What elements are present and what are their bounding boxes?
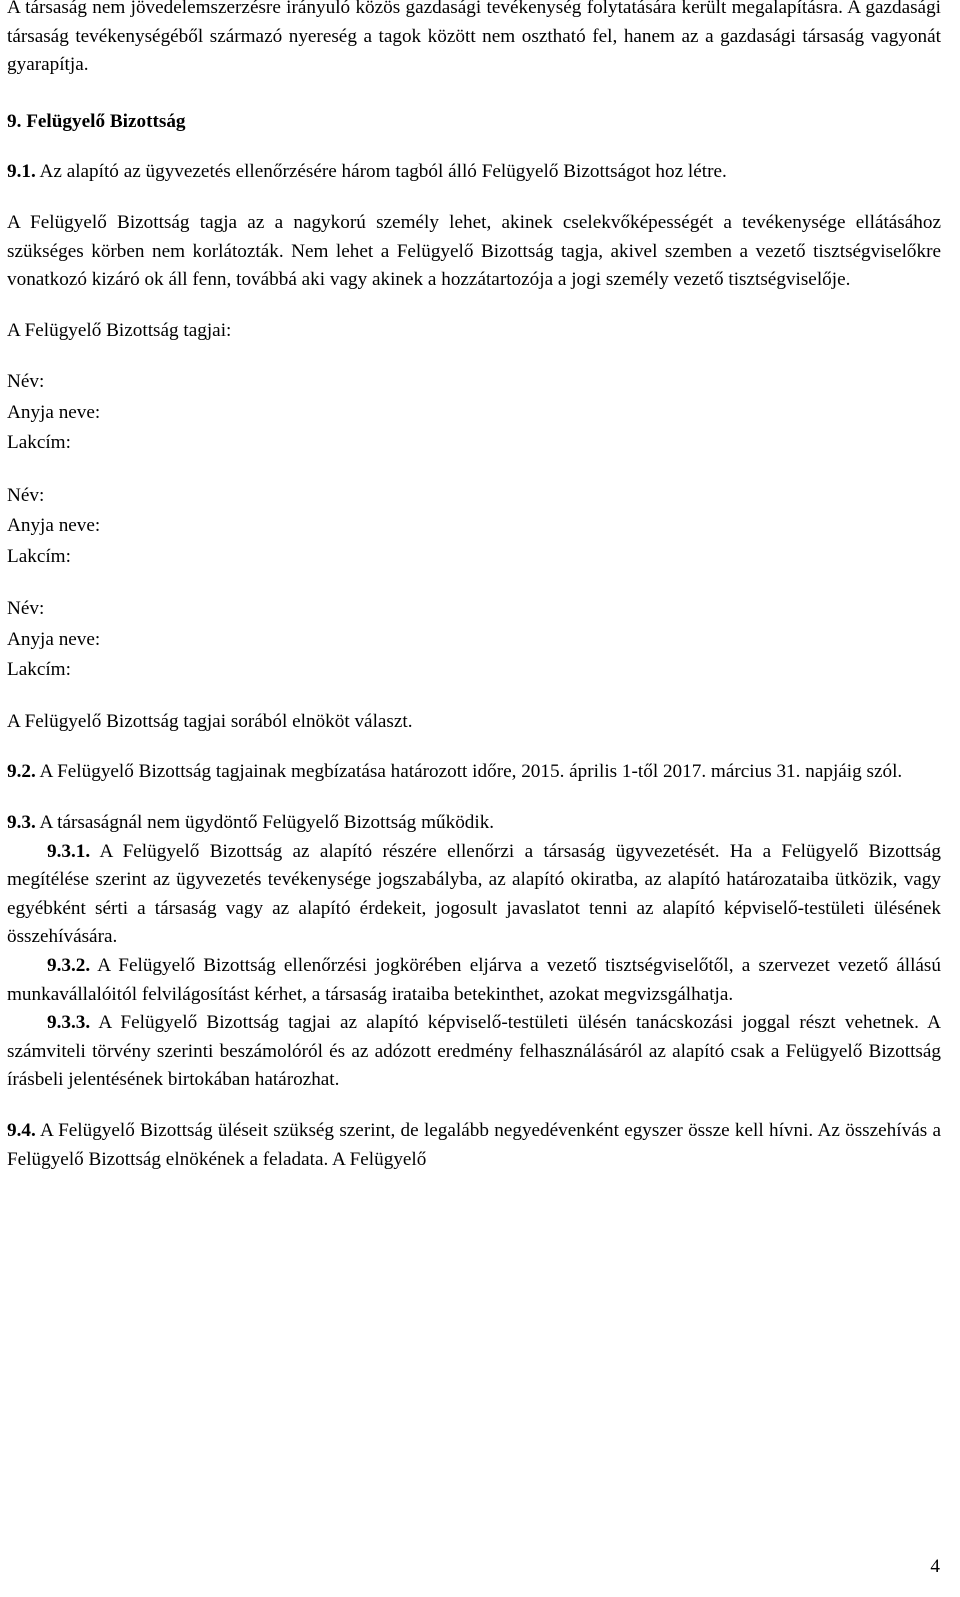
page-number: 4 <box>930 1556 940 1577</box>
member-address-label: Lakcím: <box>7 432 71 454</box>
clause-9-4 <box>7 1117 941 1174</box>
document-page <box>7 0 941 1174</box>
member-name-label: Név: <box>7 484 45 506</box>
clause-number: 9.2. <box>7 761 36 783</box>
member-mother-label: Anyja neve: <box>7 515 101 537</box>
member-name-label: Név: <box>7 598 45 620</box>
member-block-2 <box>7 481 941 573</box>
member-name-label: Név: <box>7 371 45 393</box>
member-mother-label: Anyja neve: <box>7 628 101 650</box>
chair-sentence: A Felügyelő Bizottság tagjai sorából elnököt választ. <box>7 710 413 732</box>
clause-number: 9.3.1. <box>47 840 91 862</box>
member-block-3 <box>7 594 941 686</box>
clause-9-3-1 <box>7 838 941 952</box>
member-block-1 <box>7 367 941 459</box>
member-address-label: Lakcím: <box>7 659 71 681</box>
member-address-label: Lakcím: <box>7 545 71 567</box>
clause-number: 9.3.2. <box>47 955 91 976</box>
clause-text: A Felügyelő Bizottság üléseit szükség szerint, de legalább negyedévenként egyszer össze kell hívni. Az összehívás a Felügyelő Bizottság elnökének a feladata. A Felügyelő <box>7 1119 941 1170</box>
clause-text: A Felügyelő Bizottság ellenőrzési jogkörében eljárva a vezető tisztségviselőtől, a szervezet vezető állású munkavállalóitól felvilágosítást kérhet, a társaság irataiba betekinthet, azokat megvizsgálhatja. <box>7 955 941 1005</box>
members-intro: A Felügyelő Bizottság tagjai: <box>7 319 232 341</box>
clause-number: 9.3. <box>7 812 36 834</box>
clause-number: 9.1. <box>7 161 36 183</box>
clause-9-1 <box>7 158 941 187</box>
clause-number: 9.4. <box>7 1119 36 1141</box>
section-heading: 9. Felügyelő Bizottság <box>7 110 186 132</box>
clause-text: A társaságnál nem ügydöntő Felügyelő Bizottság működik. <box>35 812 495 834</box>
clause-text: Az alapító az ügyvezetés ellenőrzésére három tagból álló Felügyelő Bizottságot hoz létre. <box>35 161 727 183</box>
clause-9-2 <box>7 758 941 787</box>
clause-text: A Felügyelő Bizottság az alapító részére ellenőrzi a társaság ügyvezetését. Ha a Felügyelő Bizottság megítélése szerint az ügyvezetés tevékenysége jogszabályba, az alapító okiratba, az alapító határozataiba ütközik, vagy egyébként sérti a társaság vagy az alapító érdekeit, jogosult javaslatot tenni az alapító képviselő-testületi ülésének összehívására. <box>7 840 941 948</box>
clause-text: A Felügyelő Bizottság tagjai az alapító képviselő-testületi ülésén tanácskozási joggal részt vehetnek. A számviteli törvény szerinti beszámolóról és az adózott eredmény felhasználásáról az alapító csak a Felügyelő Bizottság írásbeli jelentésének birtokában határozhat. <box>7 1012 941 1091</box>
clause-9-3 <box>7 809 941 838</box>
member-mother-label: Anyja neve: <box>7 401 101 423</box>
clause-text: A Felügyelő Bizottság tagjainak megbízatása határozott időre, 2015. április 1-től 2017. március 31. napjáig szól. <box>35 761 903 783</box>
clause-9-3-3 <box>7 1009 941 1095</box>
membership-paragraph: A Felügyelő Bizottság tagja az a nagykorú személy lehet, akinek cselekvőképességét a tevékenysége ellátásához szükséges körben nem korlátozták. Nem lehet a Felügyelő Bizottság tagja, akivel szemben a vezető tisztségviselőkre vonatkozó kizáró ok áll fenn, továbbá aki vagy akinek a hozzátartozója a jogi személy vezető tisztségviselője. <box>7 211 941 291</box>
intro-paragraph: A társaság nem jövedelemszerzésre irányuló közös gazdasági tevékenység folytatására került megalapításra. A gazdasági társaság tevékenységéből származó nyereség a tagok között nem osztható fel, hanem az a gazdasági társaság vagyonát gyarapítja. <box>7 0 941 76</box>
clause-9-3-2 <box>7 952 941 1009</box>
clause-number: 9.3.3. <box>47 1012 91 1034</box>
